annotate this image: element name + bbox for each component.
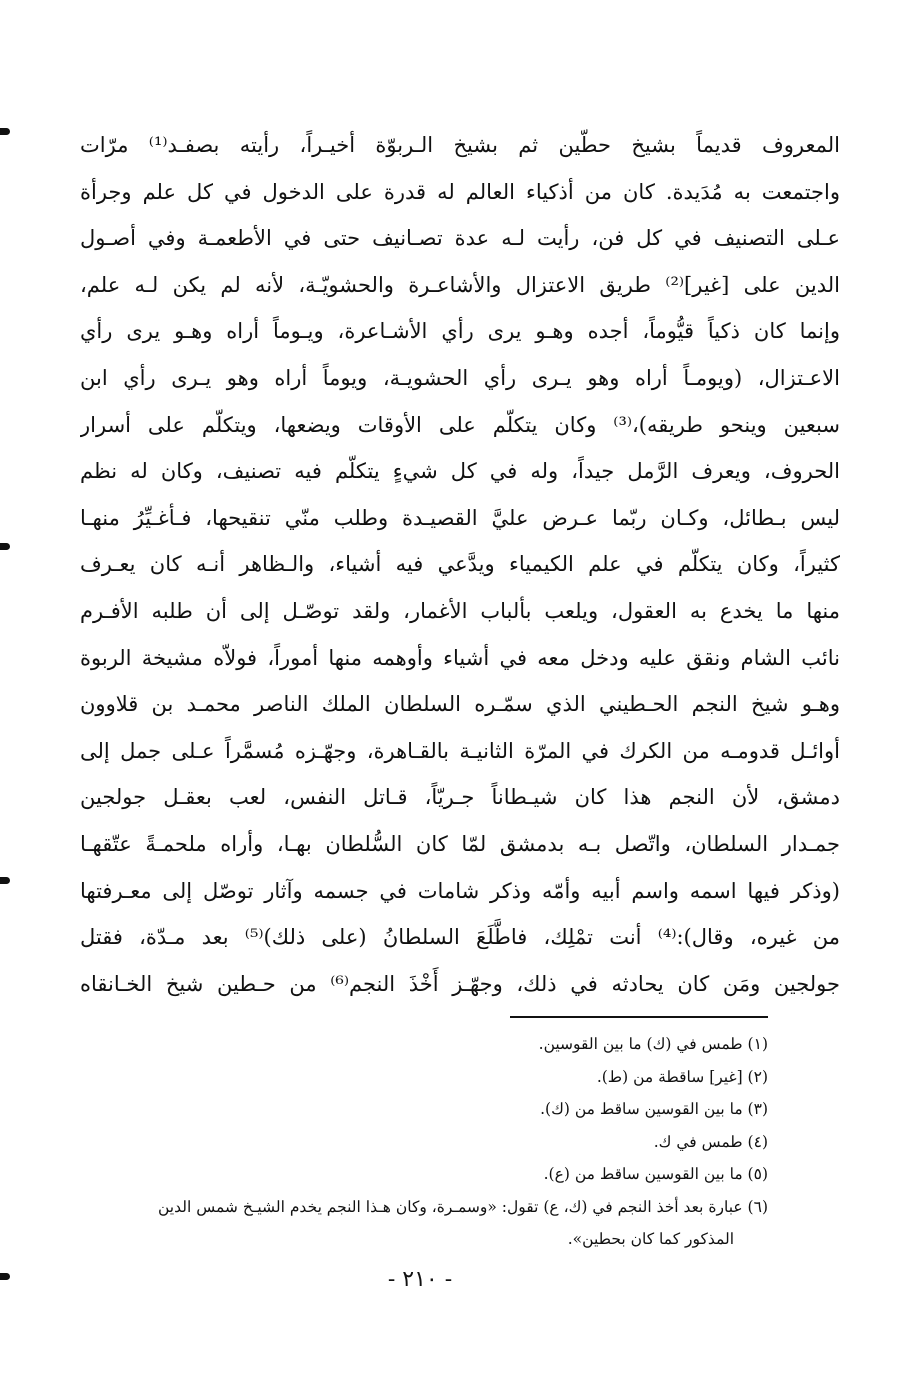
text-line: الاعـتزال، (ويومـاً أراه وهو يـرى رأي الحشويـة، ويوماً أراه وهو يـرى رأي ابن xyxy=(80,365,840,390)
text-line: ليس بـطائل، وكـان ربّما عـرض عليَّ القصيـدة وطلب منّي تنقيحها، فـأغـيِّرُ منهـا xyxy=(80,505,840,530)
footnote: (٣) ما بين القوسين ساقط من (ك). xyxy=(540,1100,768,1118)
footnote: (٤) طمس في ك. xyxy=(653,1132,768,1151)
text-line: المعروف قديماً بشيخ حطّين ثم بشيخ الـربوّة أخيـراً، رأيته بصفـد⁽¹⁾ مرّات xyxy=(80,133,840,157)
text-line: واجتمعت به مُدَيدة. كان من أذكياء العالم له قدرة على الدخول في كل علم وجرأة xyxy=(80,179,840,204)
footnote: (١) طمس في (ك) ما بين القوسين. xyxy=(538,1035,768,1053)
text-line: دمشق، لأن النجم هذا كان شيـطاناً جـريّاً، قـاتل النفس، لعب بعقـل جولجين xyxy=(80,785,840,810)
text-line: (وذكر فيها اسمه واسم أبيه وأمّه وذكر شامات في جسمه وآثار توصّل إلى معـرفتها xyxy=(80,878,840,903)
text-line: منها ما يخدع به العقول، ويلعب بألباب الأغمار، ولقد توصّـل إلى أن طلبه الأفـرم xyxy=(80,598,840,623)
margin-mark xyxy=(0,543,10,550)
body-text xyxy=(80,122,840,1007)
text-line: جولجين ومَن كان يحادثه في ذلك، وجهّـز أَخْذَ النجم⁽⁶⁾ من حـطين شيخ الخـانقاه xyxy=(80,971,840,996)
footnote: (٦) عبارة بعد أخذ النجم في (ك، ع) تقول: «وسمـرة، وكان هـذا النجم يخدم الشيـخ شمس الدين xyxy=(157,1197,768,1216)
text-line: عـلى التصنيف في كل فن، رأيت لـه عدة تصـانيف حتى في الأطعمـة وفي أصـول xyxy=(80,226,840,251)
footnote: (٢) [غير] ساقطة من (ط). xyxy=(596,1067,768,1086)
footnote-separator xyxy=(510,1016,768,1018)
footnote: (٥) ما بين القوسين ساقط من (ع). xyxy=(543,1165,768,1183)
margin-mark xyxy=(0,877,10,884)
page-number: - ٢١٠ - xyxy=(387,1267,453,1292)
text-line: الدين على [غير]⁽²⁾ طريق الاعتزال والأشاعـرة والحشويّـة، لأنه لم يكن لـه علم، xyxy=(80,272,840,297)
text-line: الحروف، ويعرف الرَّمل جيداً، وله في كل شيءٍ يتكلّم فيه تصنيف، وكان له نظم xyxy=(80,459,840,484)
text-line: جمـدار السلطان، واتّصل بـه بدمشق لمّا كان السُّلطان بهـا، وأراه ملحمـةً عتّقهـا xyxy=(80,831,840,856)
margin-mark xyxy=(0,1273,10,1280)
footnotes xyxy=(80,1028,768,1256)
text-line: من غيره، وقال):⁽⁴⁾ أنت تمْلِك، فاطَّلَعَ السلطانُ (على ذلك)⁽⁵⁾ بعد مـدّة، فقتل xyxy=(80,925,840,950)
text-line: نائب الشام ونقق عليه ودخل معه في أشياء وأوهمه منها أموراً، فولاّه مشيخة الربوة xyxy=(80,645,840,670)
text-line: وإنما كان ذكياً قيُّوماً، أجده وهـو يرى رأي الأشـاعرة، ويـوماً أراه وهـو يرى رأي xyxy=(80,319,840,344)
text-line: كثيراً، وكان يتكلّم في علم الكيمياء ويدَّعي فيه أشياء، والـظاهر أنـه كان يعـرف xyxy=(80,552,840,577)
text-line: سبعين وينحو طريقه)،⁽³⁾ وكان يتكلّم على الأوقات ويضعها، ويتكلّم على أسرار xyxy=(80,412,840,437)
text-line: أوائـل قدومـه من الكرك في المرّة الثانيـة بالقـاهرة، وجهّـزه مُسمَّراً عـلى جمل إلى xyxy=(80,738,840,763)
text-line: وهـو شيخ النجم الحـطيني الذي سمّـره السلطان الملك الناصر محمـد بن قلاوون xyxy=(80,692,840,717)
margin-mark xyxy=(0,128,10,135)
footnote-continuation: المذكور كما كان بحطين». xyxy=(567,1230,734,1248)
